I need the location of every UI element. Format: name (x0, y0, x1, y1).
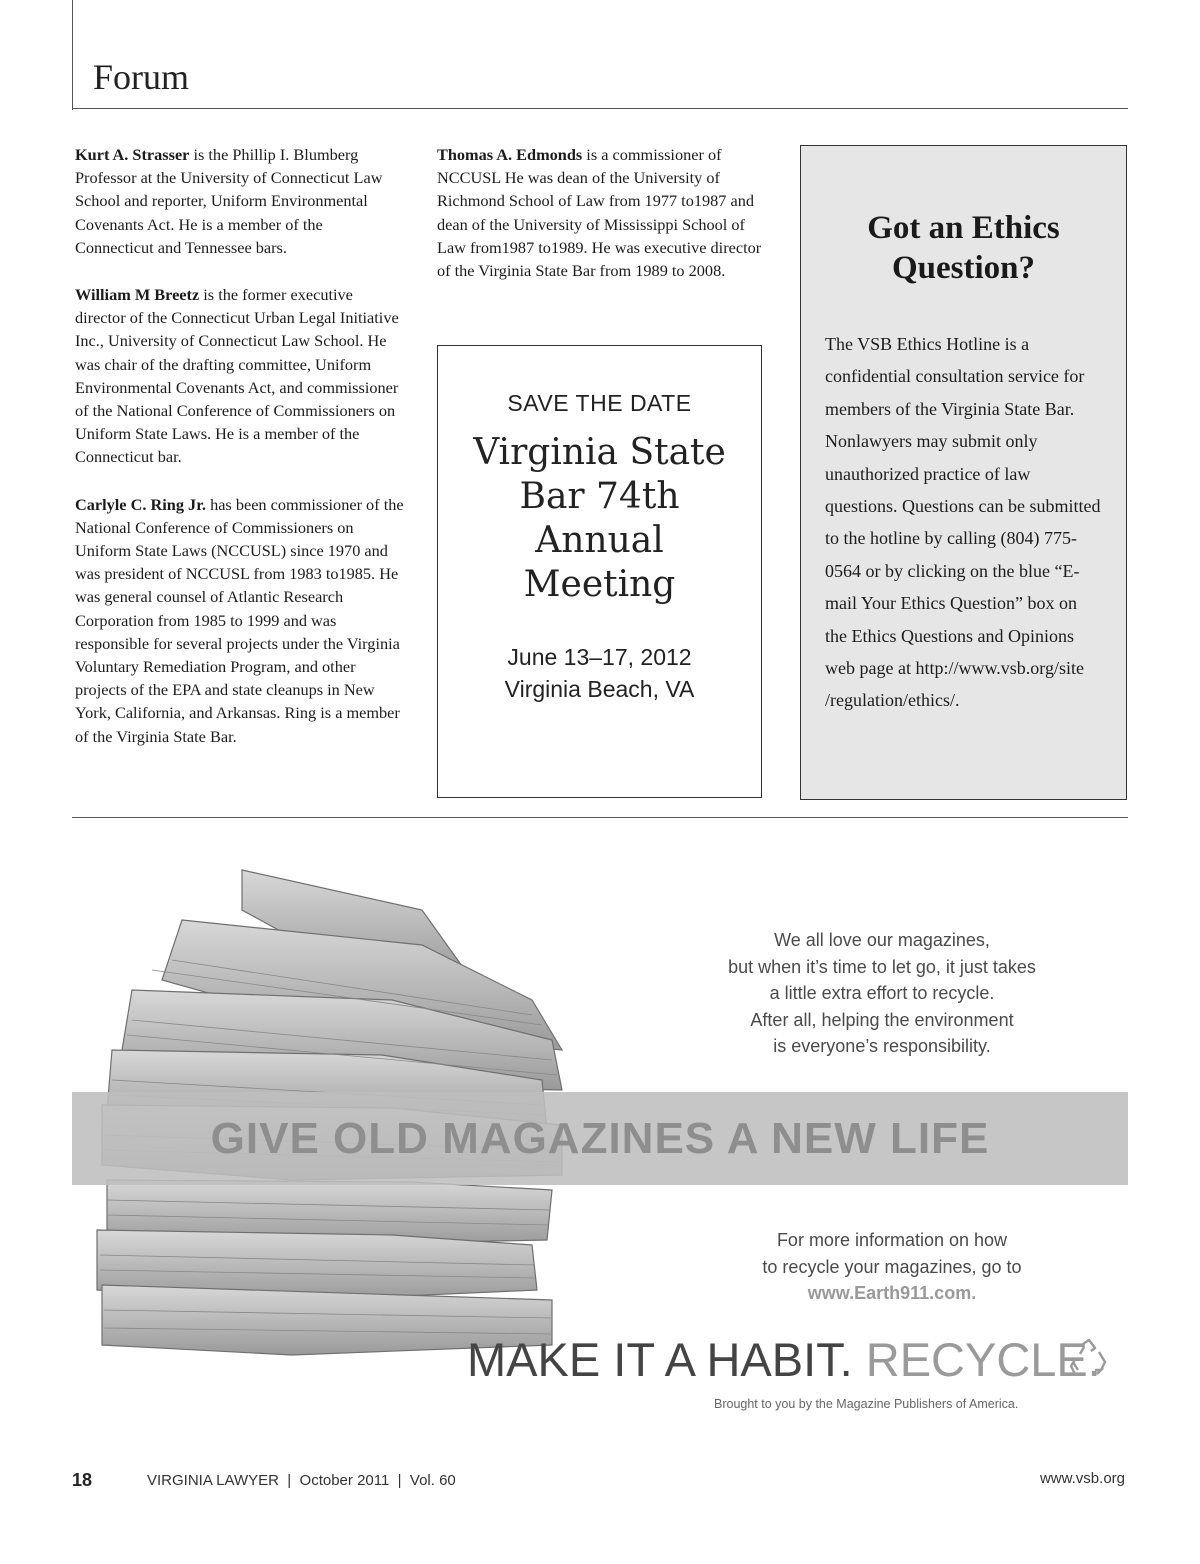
bio-name: Thomas A. Edmonds (437, 145, 583, 164)
ad-message-line: a little extra effort to recycle. (769, 983, 995, 1003)
save-the-date-box (437, 345, 762, 798)
ad-credit: Brought to you by the Magazine Publishers of America. (714, 1397, 1019, 1411)
bio-text: is a commissioner of NCCUSL He was dean of the University of Richmond School of Law from 1977 to1987 and dean of the University of Mississippi School of Law from1987 to1989. He was executive director of the Virginia State Bar from 1989 to 2008. (437, 145, 762, 281)
ad-headline-band (72, 1092, 1128, 1185)
ad-info (692, 1227, 1092, 1307)
bio-column-left (75, 143, 405, 772)
bio-text: has been commissioner of the National Conference of Commissioners on Uniform State Laws (NCCUSL) since 1970 and was president of NCCUSL from 1983 to1985. He was general counsel of Atlantic Research Corporation from 1985 to 1999 and was responsible for several projects under the Virginia Voluntary Remediation Program, and other projects of the EPA and state cleanups in New York, California, and Arkansas. Ring is a member of the Virginia State Bar. (75, 494, 404, 746)
bio-paragraph (75, 283, 405, 469)
bio-paragraph (437, 143, 762, 282)
ad-headline: GIVE OLD MAGAZINES A NEW LIFE (210, 1114, 990, 1163)
bio-name: Carlyle C. Ring Jr. (75, 494, 206, 514)
section-title: Forum (93, 57, 190, 97)
bio-name: Kurt A. Strasser (75, 145, 190, 164)
advertisement-divider (72, 817, 1128, 818)
header-vertical-rule (72, 0, 73, 110)
bio-text: is the Phillip I. Blumberg Professor at the University of Connecticut Law School and reporter, Uniform Environmental Covenants Act. He is a member of the Connecticut and Tennessee bars. (75, 145, 383, 257)
ad-message (682, 927, 1082, 1060)
bio-paragraph (75, 143, 405, 259)
page-number: 18 (72, 1470, 93, 1490)
ethics-body: The VSB Ethics Hotline is a confidential consultation service for members of the Virginia State Bar. Nonlawyers may submit only unauthorized practice of law questions. Questions can be submitted to the hotline by calling (804) 775-0564 or by clicking on the blue “E-mail Your Ethics Question” box on the Ethics Questions and Opinions web page at http://www.vsb.org/site /regulation/ethics/. (825, 334, 1101, 711)
ad-message-line: After all, helping the environment (750, 1009, 1014, 1030)
ethics-hotline-box (800, 145, 1127, 800)
ad-message-line: We all love our magazines, (774, 930, 990, 950)
event-dates: June 13–17, 2012 (507, 644, 692, 670)
header-rule (72, 108, 1128, 109)
recycle-advertisement (72, 830, 1128, 1440)
ad-slogan-main: MAKE IT A HABIT. (467, 1333, 866, 1386)
bio-text: is the former executive director of the Connecticut Urban Legal Initiative Inc., University of Connecticut Law School. He was chair of the drafting committee, Uniform Environmental Covenants Act, and commissioner of the National Conference of Commissioners on Uniform State Laws. He is a member of the Connecticut bar. (75, 285, 399, 467)
publication-info: VIRGINIA LAWYER | October 2011 | Vol. 60 (147, 1472, 456, 1489)
ad-info-line: For more information on how (776, 1230, 1008, 1250)
ad-message-line: but when it’s time to let go, it just takes (728, 956, 1036, 977)
ad-url-link[interactable]: www.Earth911.com. (807, 1283, 977, 1303)
bio-column-middle (437, 143, 762, 306)
event-location: Virginia Beach, VA (504, 676, 695, 702)
bio-name: William M Breetz (75, 285, 200, 305)
website-link[interactable]: www.vsb.org (1039, 1470, 1125, 1487)
ad-slogan-recycle: RECYCLE. (865, 1333, 1101, 1386)
event-title: Virginia State Bar 74th Annual Meeting (473, 432, 726, 605)
ad-info-line: to recycle your magazines, go to (762, 1256, 1022, 1277)
ad-message-line: is everyone’s responsibility. (773, 1036, 991, 1056)
ethics-title: Got an Ethics Question? (867, 210, 1060, 286)
event-details (438, 641, 761, 705)
save-the-date-label: SAVE THE DATE (507, 390, 692, 416)
recycle-icon (1067, 1338, 1111, 1380)
ad-slogan (467, 1332, 1101, 1388)
bio-paragraph (75, 493, 405, 748)
